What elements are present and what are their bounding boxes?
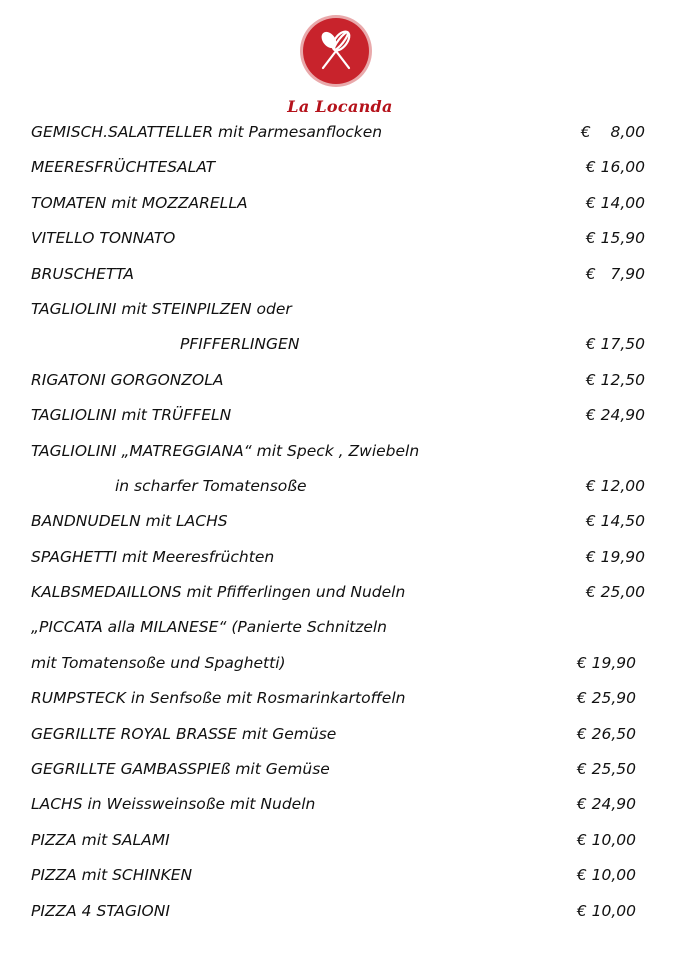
menu-item: [0, 256, 686, 291]
menu-item-name: PIZZA mit SALAMI: [31, 830, 170, 849]
menu-item-price: € 14,00: [585, 193, 645, 212]
whisk-and-spoon-icon: [303, 18, 369, 84]
menu-item-price: € 25,50: [576, 760, 636, 779]
menu-item: [0, 362, 686, 397]
menu-item-name: KALBSMEDAILLONS mit Pfifferlingen und Nudeln: [31, 583, 406, 602]
menu-item-name: BANDNUDELN mit LACHS: [31, 512, 228, 531]
menu-item: [0, 185, 686, 220]
menu-item-name: GEGRILLTE ROYAL BRASSE mit Gemüse: [31, 724, 337, 743]
menu-item-price: € 12,00: [585, 476, 645, 495]
menu-item: [0, 326, 686, 361]
menu-item-name: SPAGHETTI mit Meeresfrüchten: [31, 547, 275, 566]
menu-item-name: in scharfer Tomatensoße: [115, 476, 307, 495]
menu-item-name: PIZZA 4 STAGIONI: [31, 901, 170, 920]
menu-item-name: TAGLIOLINI mit TRÜFFELN: [31, 406, 232, 425]
menu-item: [0, 822, 686, 857]
menu-item: [0, 397, 686, 432]
menu-item-name: PIZZA mit SCHINKEN: [31, 866, 193, 885]
menu-item-price: € 10,00: [576, 830, 636, 849]
menu-item: [0, 291, 686, 326]
menu-item-name: BRUSCHETTA: [31, 264, 134, 283]
menu-item-name: TOMATEN mit MOZZARELLA: [31, 193, 248, 212]
menu-item: [0, 609, 686, 644]
menu-item: [0, 149, 686, 184]
menu-item-price: € 24,90: [576, 795, 636, 814]
menu-item-price: € 12,50: [585, 370, 645, 389]
menu-item-price: € 24,90: [585, 406, 645, 425]
menu-item: [0, 716, 686, 751]
menu-list: [0, 114, 686, 928]
menu-item-name: TAGLIOLINI mit STEINPILZEN oder: [31, 299, 292, 318]
menu-item: [0, 751, 686, 786]
menu-item-name: TAGLIOLINI „MATREGGIANA“ mit Speck , Zwiebeln: [31, 441, 420, 460]
menu-item-price: € 16,00: [585, 158, 645, 177]
restaurant-logo: [303, 18, 369, 84]
menu-item-name: RIGATONI GORGONZOLA: [31, 370, 224, 389]
menu-item: [0, 786, 686, 821]
menu-item-price: € 26,50: [576, 724, 636, 743]
menu-item-price: € 19,90: [576, 653, 636, 672]
menu-item-price: € 8,00: [580, 123, 645, 141]
menu-item: [0, 680, 686, 715]
menu-item-price: € 15,90: [585, 229, 645, 248]
menu-item-name: GEMISCH.SALATTELLER mit Parmesanflocken: [31, 123, 383, 141]
menu-item-name: LACHS in Weissweinsoße mit Nudeln: [31, 795, 316, 814]
menu-item-name: PFIFFERLINGEN: [180, 335, 300, 354]
menu-item: [0, 468, 686, 503]
menu-item: [0, 539, 686, 574]
menu-item: [0, 645, 686, 680]
menu-item: [0, 503, 686, 538]
menu-item: [0, 857, 686, 892]
menu-item-price: € 10,00: [576, 901, 636, 920]
menu-item-price: € 10,00: [576, 866, 636, 885]
menu-item-price: € 17,50: [585, 335, 645, 354]
menu-item-name: VITELLO TONNATO: [31, 229, 176, 248]
menu-item-name: GEGRILLTE GAMBASSPIEß mit Gemüse: [31, 760, 330, 779]
menu-item-name: RUMPSTECK in Senfsoße mit Rosmarinkartoffeln: [31, 689, 406, 708]
menu-item-price: € 25,90: [576, 689, 636, 708]
menu-item-price: € 7,90: [585, 264, 645, 283]
menu-item-name: mit Tomatensoße und Spaghetti): [31, 653, 286, 672]
menu-item-price: € 14,50: [585, 512, 645, 531]
menu-item-name: „PICCATA alla MILANESE“ (Panierte Schnitzeln: [31, 618, 388, 637]
restaurant-name: La Locanda: [287, 97, 393, 116]
menu-item: [0, 893, 686, 928]
menu-item: [0, 433, 686, 468]
menu-item-name: MEERESFRÜCHTESALAT: [31, 158, 216, 177]
menu-item: [0, 220, 686, 255]
menu-item-price: € 25,00: [585, 583, 645, 602]
menu-item-price: € 19,90: [585, 547, 645, 566]
menu-item: [0, 574, 686, 609]
menu-item: [0, 114, 686, 149]
